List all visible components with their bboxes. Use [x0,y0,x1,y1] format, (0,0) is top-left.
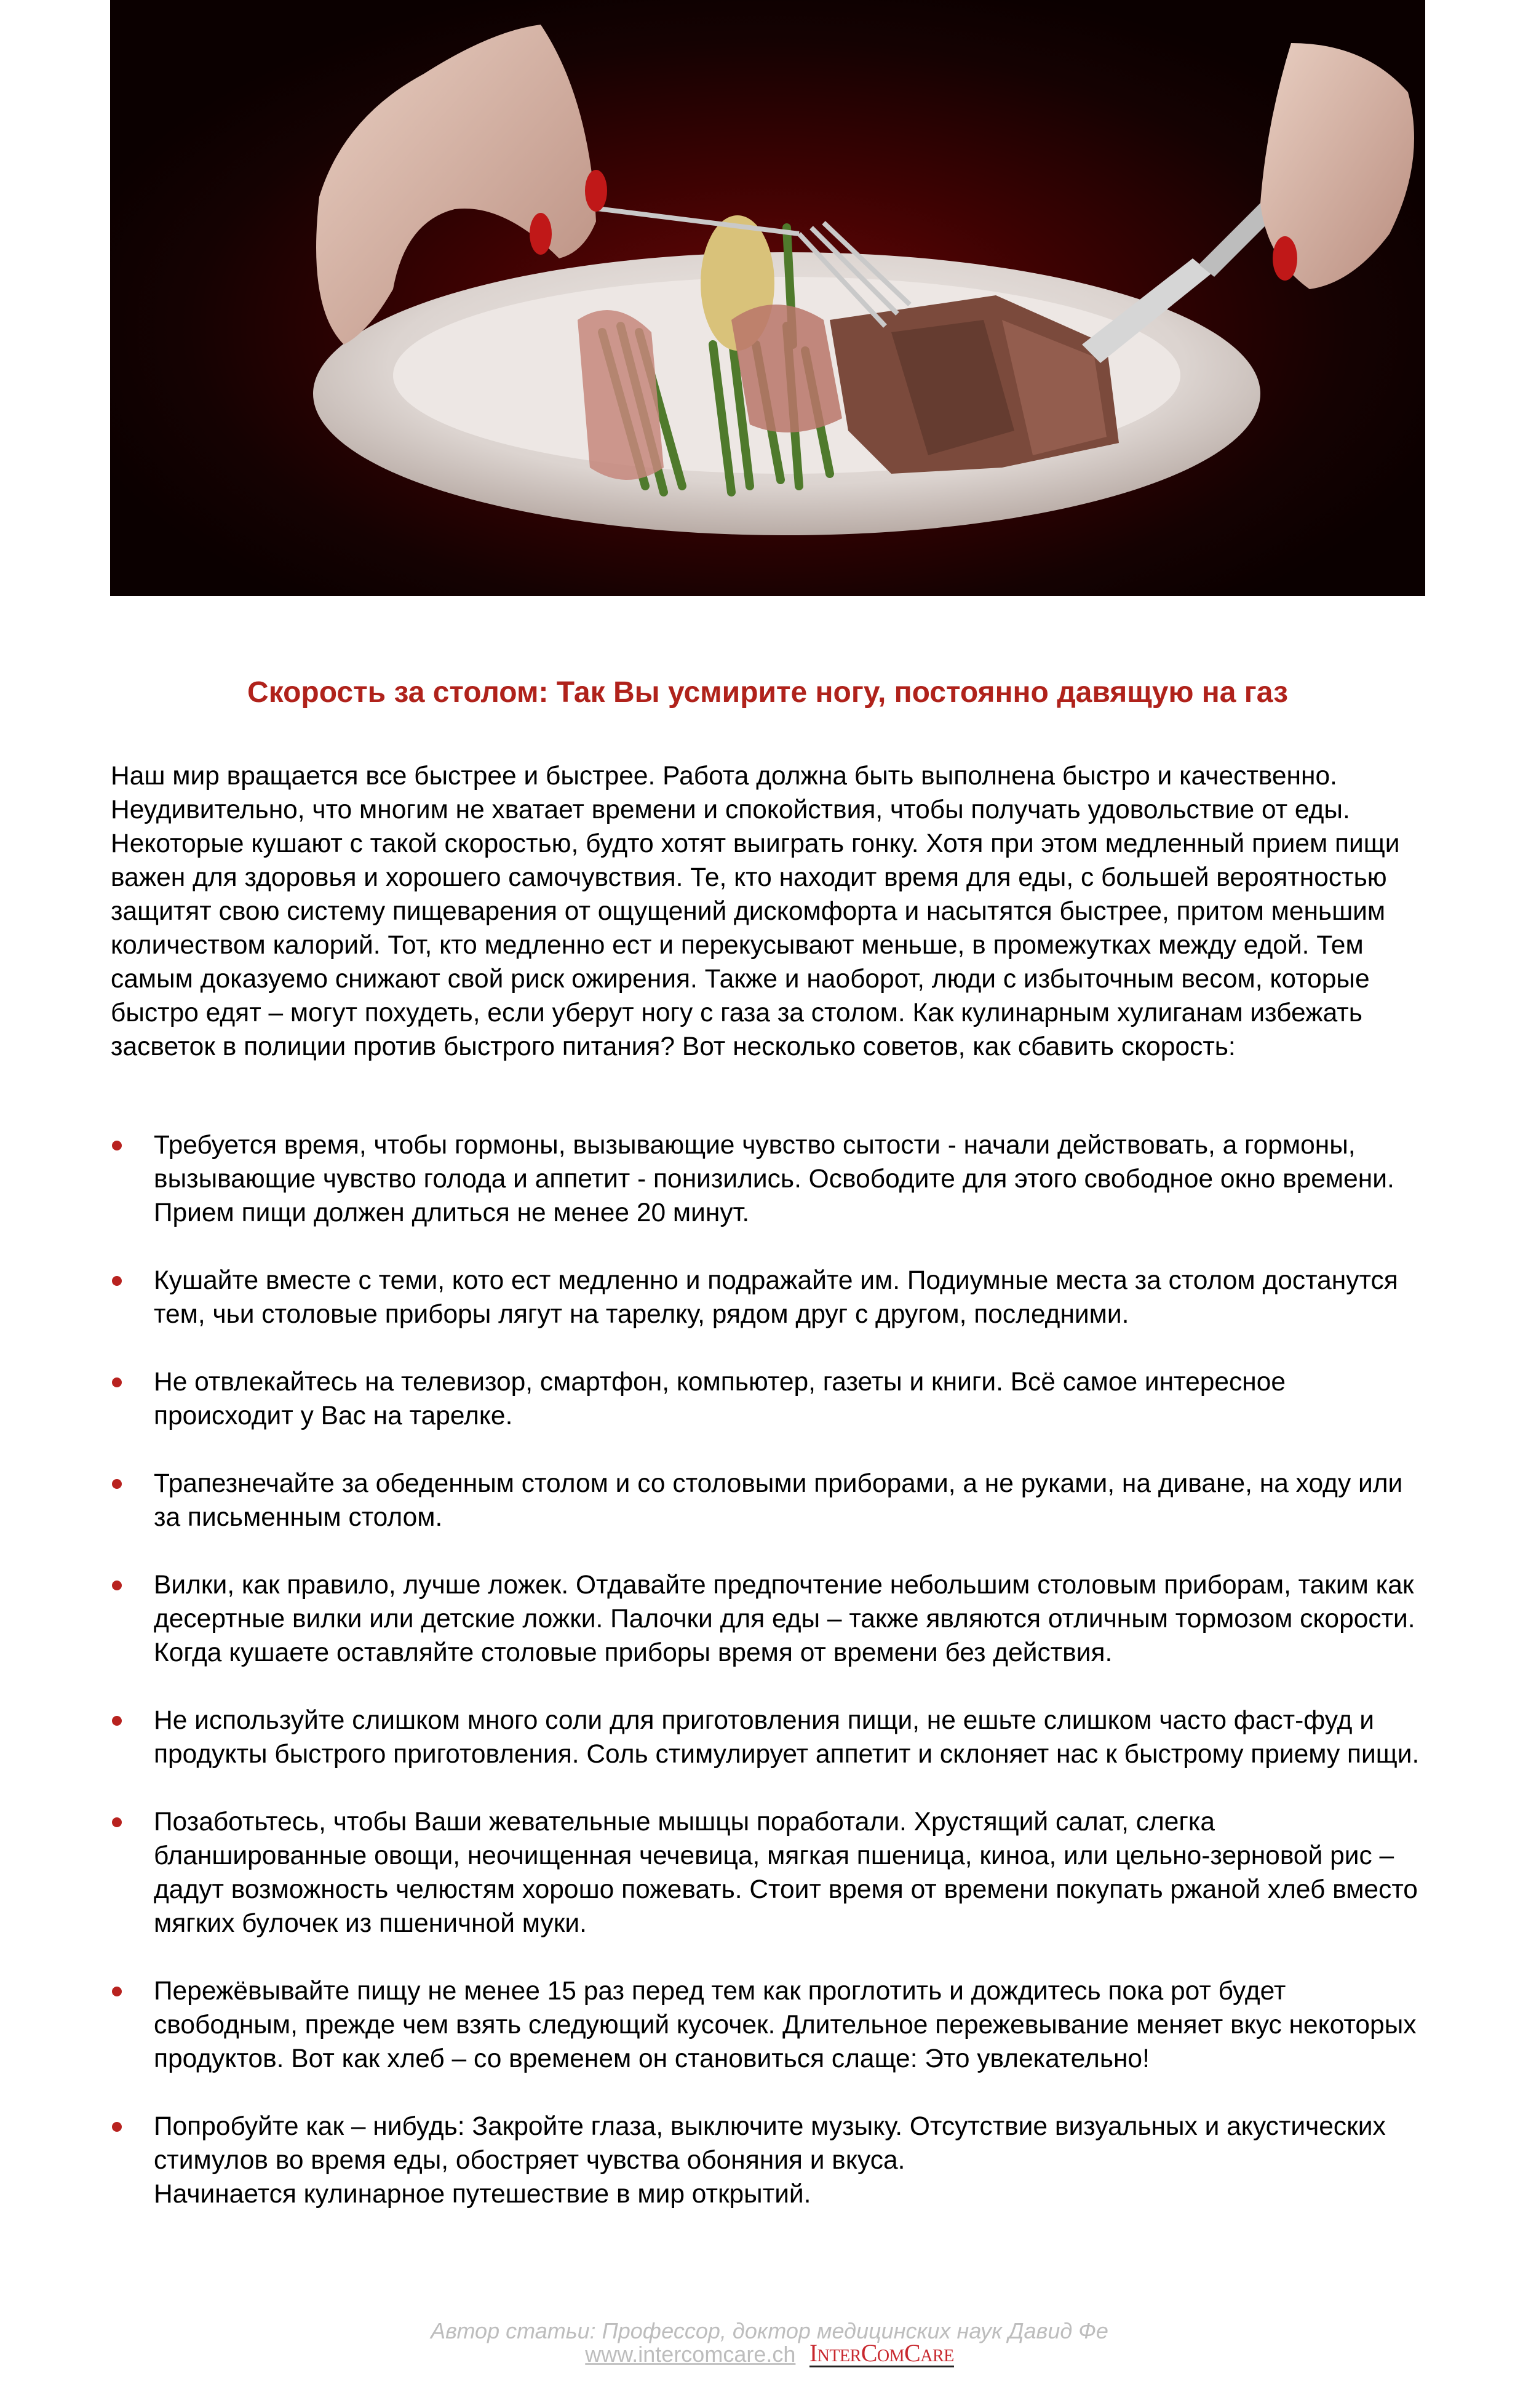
article-title: Скорость за столом: Так Вы усмирите ногу, постоянно давящую на газ [247,676,1288,709]
list-item [111,2110,1421,2211]
list-item [111,1568,1421,1670]
bullet-icon [112,1817,122,1827]
tip-text: Вилки, как правило, лучше ложек. Отдавайте предпочтение небольшим столовым приборам, таким как десертные вилки или детские ложки. Палочки для еды – также являются отличным тормозом скорости. Когда кушаете оставляйте столовые приборы время от времени без действия. [154,1571,1415,1667]
list-item [111,1704,1421,1771]
list-item [111,1264,1421,1331]
tip-text: Трапезнечайте за обеденным столом и со столовыми приборами, а не руками, на диване, на ходу или за письменным столом. [154,1469,1403,1532]
tip-text: Пережёвывайте пищу не менее 15 раз перед тем как проглотить и дождитесь пока рот будет свободным, прежде чем взять следующий кусочек. Длительное пережевывание меняет вкус некоторых продуктов. Вот как хлеб – со временем он становиться слаще: Это увлекательно! [154,1977,1417,2073]
bullet-icon [112,1581,122,1590]
footer-links [0,2338,1539,2367]
list-item [111,1974,1421,2076]
bullet-icon [112,1276,122,1286]
bullet-icon [112,1141,122,1150]
list-item [111,1467,1421,1534]
tip-text: Не отвлекайтесь на телевизор, смартфон, компьютер, газеты и книги. Всё самое интересное происходит у Вас на тарелке. [154,1368,1286,1430]
tip-text: Попробуйте как – нибудь: Закройте глаза, выключите музыку. Отсутствие визуальных и акустических стимулов во время еды, обостряет чувства обоняния и вкуса. Начинается кулинарное путешествие в мир открытий. [154,2112,1386,2209]
bullet-icon [112,1987,122,1996]
intercomcare-logo[interactable]: InterComCare [809,2338,954,2367]
intro-paragraph: Наш мир вращается все быстрее и быстрее. Работа должна быть выполнена быстро и качественно. Неудивительно, что многим не хватает времени и спокойствия, чтобы получать удовольствие от еды. Некоторые кушают с такой скоростью, будто хотят выиграть гонку. Хотя при этом медленный прием пищи важен для здоровья и хорошего самочувствия. Те, кто находит время для еды, с большей вероятностью защитят свою систему пищеварения от ощущений дискомфорта и насытятся быстрее, притом меньшим количеством калорий. Тот, кто медленно ест и перекусывают меньше, в промежутках между едой. Тем самым доказуемо снижают свой риск ожирения. Также и наоборот, люди с избыточным весом, которые быстро едят – могут похудеть, если уберут ногу с газа за столом. Как кулинарным хулиганам избежать засветок в полиции против быстрого питания? Вот несколько советов, как сбавить скорость: [111,762,1400,1061]
tip-text: Кушайте вместе с теми, кото ест медленно и подражайте им. Подиумные места за столом достанутся тем, чьи столовые приборы лягут на тарелку, рядом друг с другом, последними. [154,1266,1398,1329]
author-credit: Автор статьи: Профессор, доктор медицинских наук Давид Фе [431,2318,1108,2343]
bacon-shape [578,310,664,480]
food-plate-image-icon [110,0,1425,596]
bullet-icon [112,1479,122,1489]
bullet-icon [112,2122,122,2132]
tip-text: Не используйте слишком много соли для приготовления пищи, не ешьте слишком часто фаст-фуд и продукты быстрого приготовления. Соль стимулирует аппетит и склоняет нас к быстрому приему пищи. [154,1706,1420,1769]
tip-text: Требуется время, чтобы гормоны, вызывающие чувство сытости - начали действовать, а гормоны, вызывающие чувство голода и аппетит - понизились. Освободите для этого свободное окно времени. Прием пищи должен длиться не менее 20 минут. [154,1131,1394,1227]
tip-text: Позаботьтесь, чтобы Ваши жевательные мышцы поработали. Хрустящий салат, слегка бланшированные овощи, неочищенная чечевица, мягкая пшеница, киноа, или цельно-зерновой рис – дадут возможность челюстям хорошо пожевать. Стоит время от времени покупать ржаной хлеб вместо мягких булочек из пшеничной муки. [154,1808,1418,1938]
list-item [111,1805,1421,1940]
list-item [111,1128,1421,1230]
website-link[interactable]: www.intercomcare.ch [585,2342,796,2367]
tips-list [111,1128,1421,2245]
bullet-icon [112,1377,122,1387]
list-item [111,1365,1421,1433]
bullet-icon [112,1716,122,1726]
hero-image [110,0,1425,596]
